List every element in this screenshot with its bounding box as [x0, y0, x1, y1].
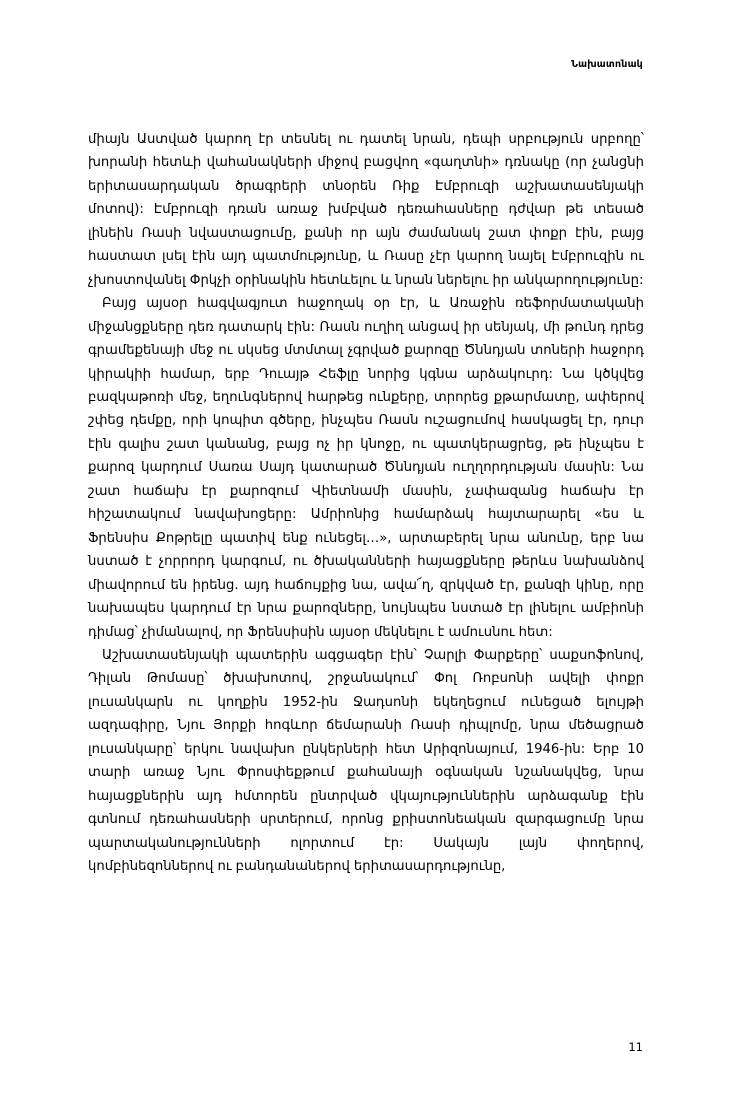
paragraph: Աշխատասենյակի պատերին ագցագեր էին՝ Չարլի Փարքերը՝ սաքսոֆոնով, Դիլան Թոմասը՝ ծխախոտով, շրջանակում՝ Փոլ Ռոբսոնի ավելի փոքր լուսանկարն ու կողքին 1952-ին Ջադսոնի եկեղեցում ունեցած ելույթի ազդագիրը, Նյու Յորքի հոգևոր ճեմարանի Ռասի դիպլոմը, նրա մեծացրած լուսանկարը՝ երկու նավախո ընկերների հետ Արիզոնայում, 1946-ին: Երբ 10 տարի առաջ Նյու Փրոսփեքթում քահանայի օգնական նշանակվեց, նրա հայացքներին այդ հմտորեն ընտրված վկայություններին արձագանք էին գտնում դեռահասների սրտերում, որոնց քրիստոնեական զարգացումը նրա պարտականությունների ոլորտում էր: Սակայն լայն փողերով, կոմբինեզոններով ու բանդանաներով երիտասարդությունը,	[88, 647, 644, 875]
paragraph: միայն Աստված կարող էր տեսնել ու դատել նրան, դեպի սրբություն սրբողը՝ խորանի հետևի վահանակների միջով բացվող «գաղտնի» դռնակը (որ չանցնի երիտասարդական ծրագրերի տնօրեն Ռիք Էմբրուզի աշխատասենյակի մոտով): Էմբրուզի դռան առաջ խմբված դեռահասները դժվար թե տեսած լինեին Ռասի նվաստացումը, քանի որ այն ժամանակ շատ փոքր էին, բայց հաստատ լսել էին այդ պատմությունը, և Ռասը չէր կարող նայել Էմբրուզին ու չխոստովանել Փրկչի օրինակին հետևելու և նրան ներելու իր անկարողությունը:	[88, 132, 644, 288]
running-head: Նախատոնակ	[571, 59, 643, 70]
paragraph: Բայց այսօր հագվագյուտ հաջողակ օր էր, և Առաջին ռեֆորմատականի միջանցքները դեռ դատարկ էին: Ռասն ուղիղ անցավ իր սենյակ, մի թունդ դրեց գրամեքենայի մեջ ու սկսեց մտմտալ չգրված քարոզը Ծննդյան տոների հաջորդ կիրակիի համար, երբ Դուայթ Հեֆլը նորից կգնա արձակուրդ: Նա կծկվեց բազկաթոռի մեջ, եղունգներով հարթեց ունքերը, տրորեց քթարմատը, ափերով շփեց դեմքը, որի կոպիտ գծերը, ինչպես Ռասն ուշացումով հասկացել էր, դուր էին գալիս շատ կանանց, բայց ոչ իր կնոջը, ու պատկերացրեց, թե ինչպես է քարոզ կարդում Սառա Սայդ կատարած Ծննդյան ուղղորդության մասին: Նա շատ հաճախ էր քարոզում Վիետնամի մասին, չափազանց հաճախ էր հիշատակում նավախոցերը: Ամրիոնից համարձակ հայտարարել «ես և Ֆրենսիս Քոթրելը պատիվ ենք ունեցել…», արտաբերել նրա անունը, երբ նա նստած է չորրորդ կարգում, ու ծխականների հայացքները թերևս նախանձով միավորում են իրենց. այդ հաճույքից նա, ավա՜ղ, զրկված էր, քանզի կինը, որը նախապես կարդում էր նրա քարոզները, նույնպես նստած էր լինելու ամբիոնի դիմաց՝ չիմանալով, որ Ֆրենսիսին այսօր մեկնելու է ամուսնու հետ:	[88, 296, 644, 640]
page-number: 11	[628, 1040, 643, 1054]
body-text-block	[88, 128, 644, 879]
